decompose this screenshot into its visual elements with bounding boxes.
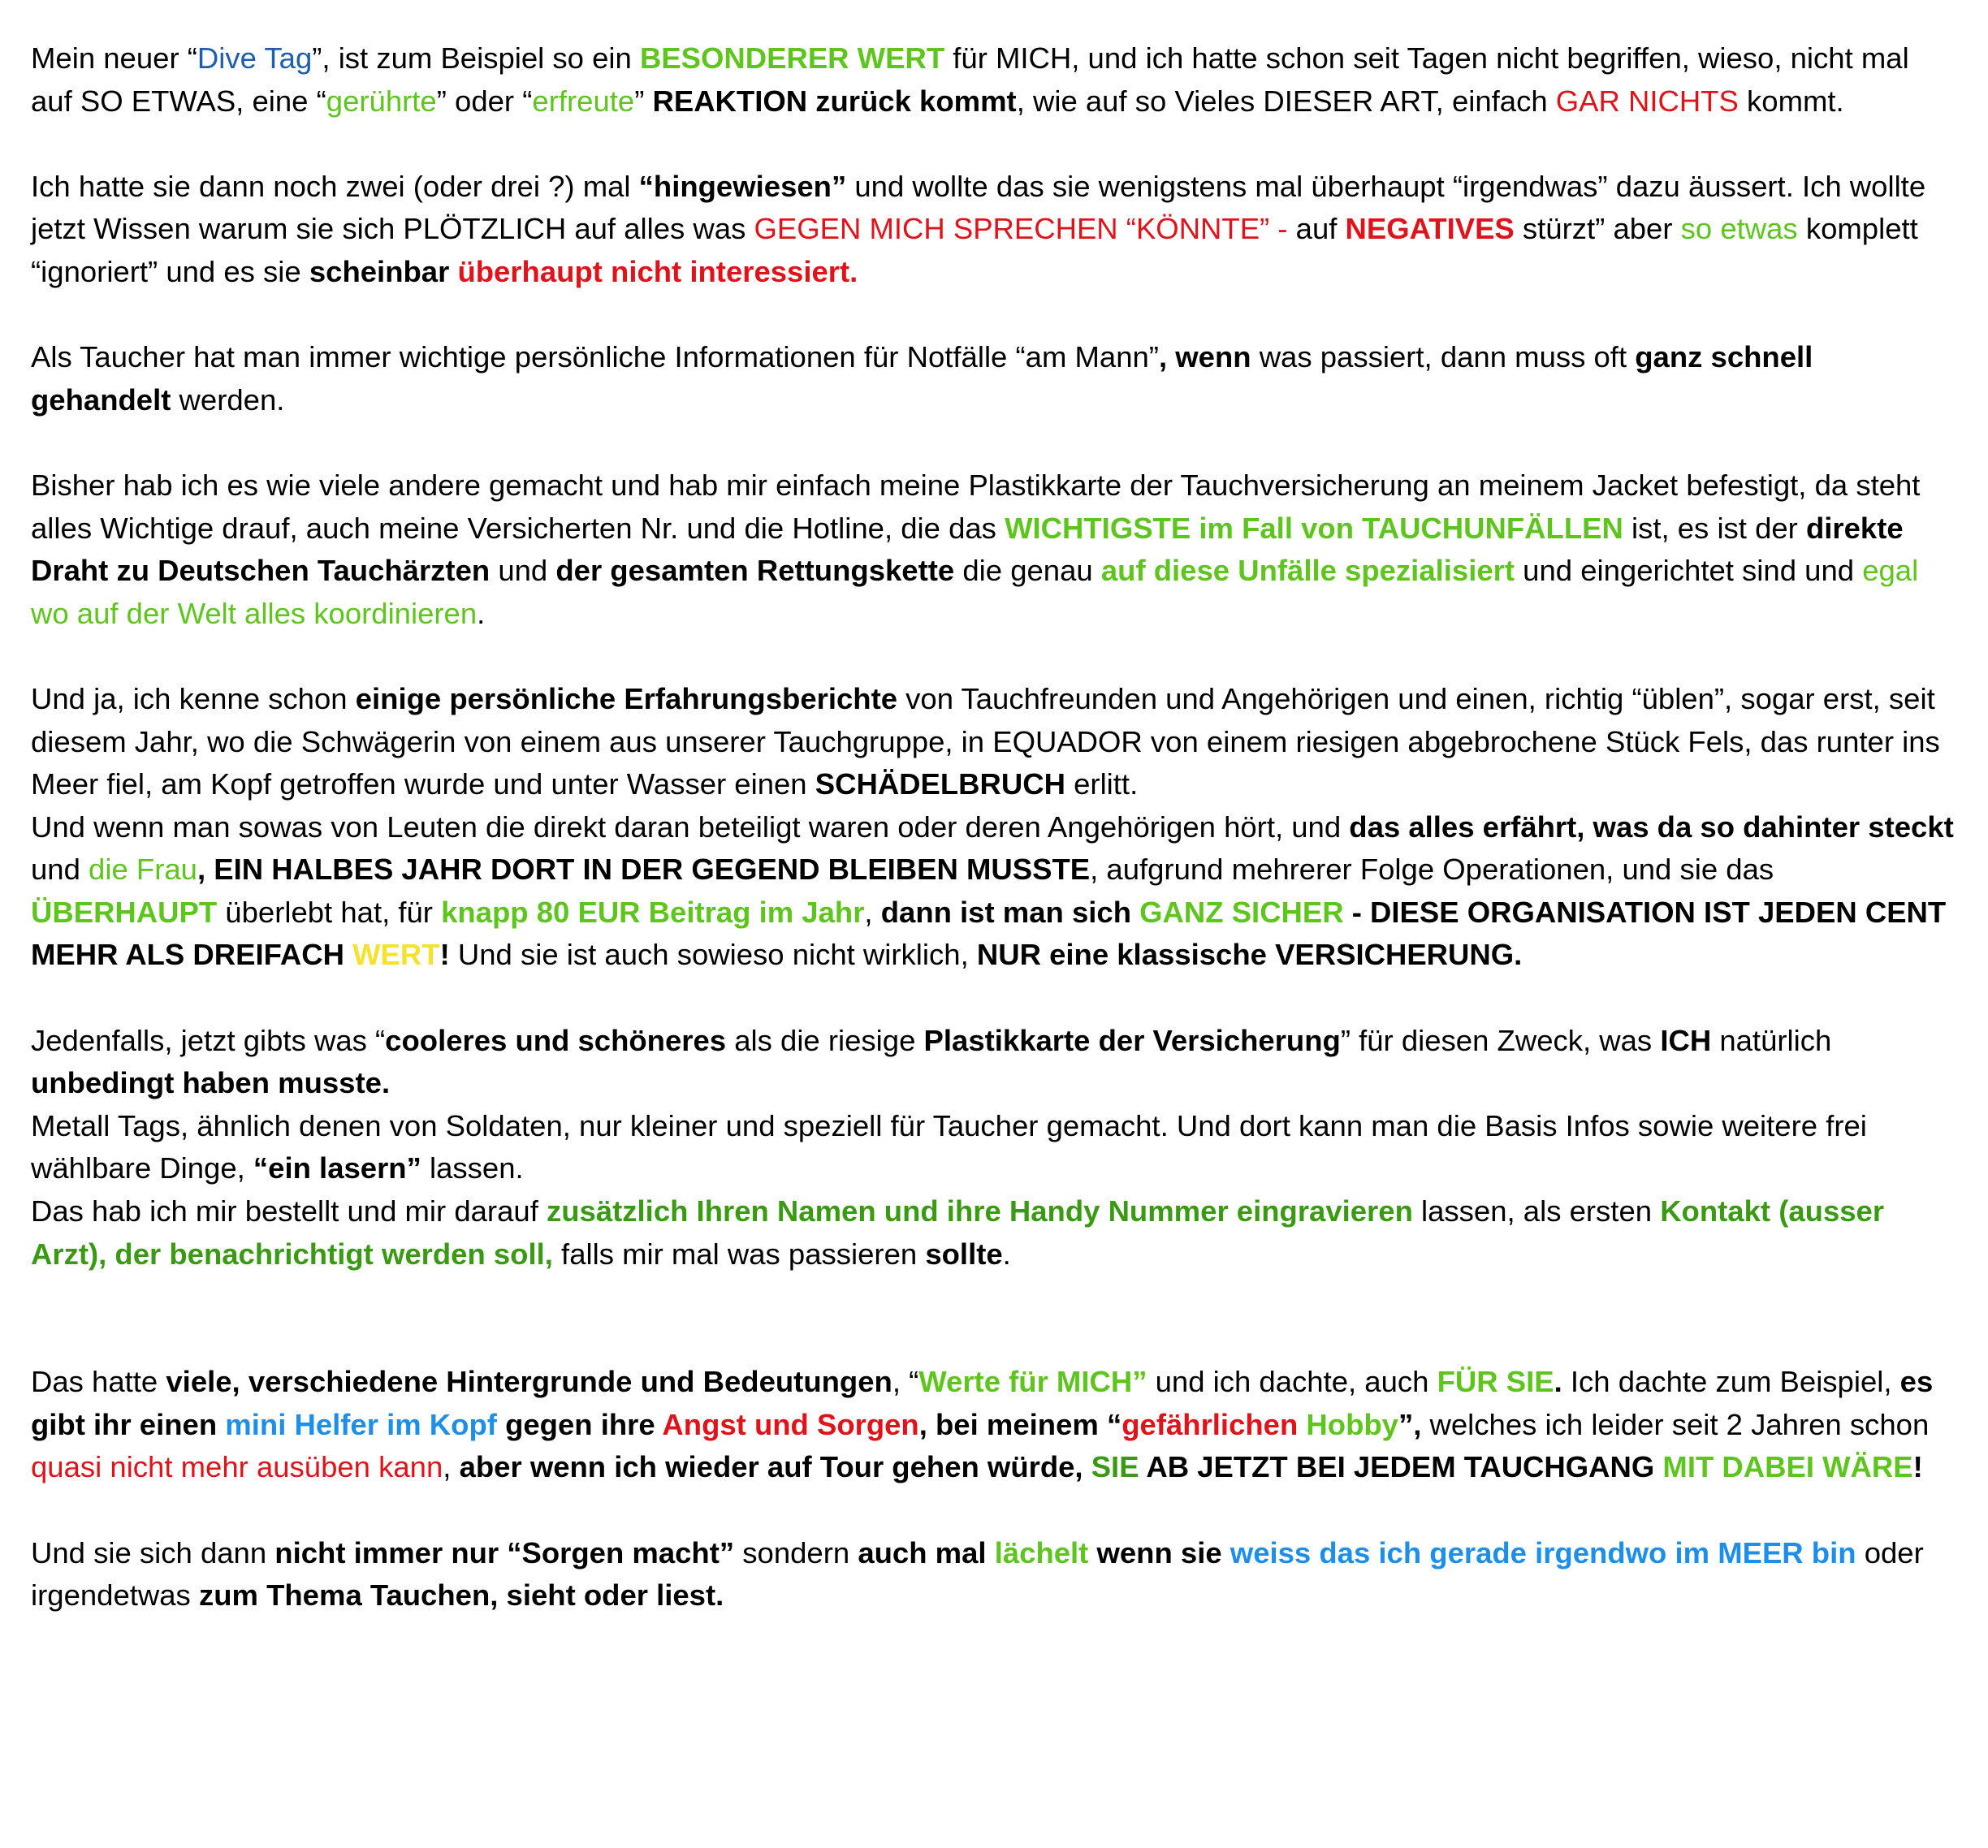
text-run: Hobby: [1306, 1407, 1398, 1441]
text-run: lassen.: [421, 1151, 524, 1185]
text-run: , wenn: [1158, 340, 1251, 374]
text-run: GEGEN MICH SPRECHEN “KÖNNTE” -: [754, 212, 1288, 246]
text-run: Und sie sich dann: [31, 1535, 275, 1570]
text-run: die genau: [954, 554, 1101, 588]
text-run: gefährlichen: [1121, 1407, 1299, 1441]
text-run: auch mal: [858, 1535, 995, 1570]
paragraph: [31, 678, 1957, 806]
paragraph: [31, 1190, 1957, 1276]
text-run: erlitt.: [1065, 767, 1139, 801]
text-run: GANZ SICHER: [1139, 895, 1344, 929]
text-run: , “: [892, 1365, 919, 1399]
text-run: ”,: [1398, 1407, 1422, 1441]
text-run: dann ist man sich: [880, 895, 1140, 929]
paragraph: [31, 1105, 1957, 1190]
text-run: NUR eine klassische VERSICHERUNG.: [976, 938, 1523, 972]
text-run: - DIESE ORGANISATION IST JEDEN CENT MEHR ALS DREIFACH: [31, 895, 1947, 972]
text-run: Bisher hab ich es wie viele andere gemacht und hab mir einfach meine Plastikkarte der Tauchversicherung an meinem Jacket befestigt, da steht alles Wichtige drauf, auch meine Versicherten Nr. und die Hotline, die das: [31, 468, 1921, 545]
text-run: .: [477, 596, 486, 630]
text-run: , aufgrund mehrerer Folge Operationen, und sie das: [1090, 853, 1774, 887]
text-run: ”, ist zum Beispiel so ein: [312, 41, 640, 75]
text-run: cooleres und schöneres: [385, 1023, 727, 1057]
text-run: Das hab ich mir bestellt und mir darauf: [31, 1194, 547, 1228]
text-run: quasi nicht mehr ausüben kann: [31, 1450, 443, 1484]
text-run: was passiert, dann muss oft: [1251, 340, 1636, 374]
text-run: und ich dachte, auch: [1147, 1365, 1437, 1399]
text-run: es gibt ihr einen: [31, 1365, 1934, 1441]
text-run: komplett “ignoriert” und es sie: [31, 212, 1918, 288]
text-run: gerührte: [326, 84, 437, 118]
text-run: .: [1002, 1237, 1011, 1271]
text-run: !: [439, 938, 450, 972]
text-run: egal wo auf der Welt alles koordinieren: [31, 554, 1919, 630]
text-run: von Tauchfreunden und Angehörigen und einen, richtig “üblen”, sogar erst, seit diesem Jahr, wo die Schwägerin von einem aus unserer Tauchgruppe, in EQUADOR von einem riesigen abgebrochene Stück Fels, das runter ins Meer fiel, am Kopf getroffen wurde und unter Wasser einen: [31, 681, 1940, 801]
text-run: Das hatte: [31, 1365, 166, 1399]
text-run: werden.: [171, 382, 285, 417]
text-run: auf diese Unfälle spezialisiert: [1100, 554, 1515, 588]
text-run: “hingewiesen”: [638, 169, 847, 203]
text-run: Jedenfalls, jetzt gibts was “: [31, 1023, 386, 1057]
text-run: aber wenn ich wieder auf Tour gehen würde,: [459, 1450, 1091, 1484]
text-run: [449, 255, 457, 288]
text-run: die Frau: [89, 853, 197, 887]
text-run: als die riesige: [726, 1023, 924, 1057]
text-run: AB JETZT BEI JEDEM TAUCHGANG: [1139, 1450, 1663, 1484]
text-run: ganz schnell gehandelt: [31, 340, 1813, 417]
text-run: NEGATIVES: [1345, 212, 1515, 246]
text-run: sollte: [925, 1237, 1003, 1271]
text-run: Und wenn man sowas von Leuten die direkt daran beteiligt waren oder deren Angehörigen hört, und: [31, 810, 1350, 844]
text-run: und eingerichtet sind und: [1515, 554, 1863, 588]
text-run: Und sie ist auch sowieso nicht wirklich,: [449, 938, 977, 972]
text-run: Metall Tags, ähnlich denen von Soldaten, nur kleiner und speziell für Taucher gemacht. Und dort kann man die Basis Infos sowie weitere frei wählbare Dinge,: [31, 1108, 1867, 1185]
text-run: Ich dachte zum Beispiel,: [1562, 1365, 1900, 1399]
text-run: überhaupt nicht interessiert.: [457, 254, 858, 288]
text-run: ,: [864, 895, 881, 929]
paragraph: [31, 806, 1957, 977]
text-run: sondern: [734, 1535, 858, 1570]
text-run: überlebt hat, für: [217, 895, 442, 929]
text-run: REAKTION zurück kommt: [652, 84, 1017, 118]
text-run: so etwas: [1680, 212, 1798, 246]
text-run: oder irgendetwas: [31, 1535, 1924, 1613]
text-run: erfreute: [532, 84, 635, 118]
text-run: falls mir mal was passieren: [552, 1237, 926, 1271]
text-run: knapp 80 EUR Beitrag im Jahr: [441, 895, 865, 929]
text-run: scheinbar: [309, 254, 450, 288]
text-run: ÜBERHAUPT: [31, 895, 218, 929]
text-run: stürzt” aber: [1514, 212, 1681, 246]
text-run: und: [31, 853, 89, 887]
text-run: GAR NICHTS: [1555, 84, 1739, 118]
text-run: WICHTIGSTE im Fall von TAUCHUNFÄLLEN: [1005, 511, 1623, 545]
text-run: ” für diesen Zweck, was: [1340, 1023, 1661, 1057]
paragraph: [31, 1020, 1957, 1105]
text-run: ”: [634, 84, 653, 118]
text-run: ” oder “: [436, 84, 533, 118]
text-run: gegen ihre: [496, 1407, 663, 1441]
text-run: weiss das ich gerade irgendwo im MEER bin: [1230, 1535, 1856, 1570]
text-run: Ich hatte sie dann noch zwei (oder drei ?) mal: [31, 169, 639, 203]
text-run: nicht immer nur “Sorgen macht”: [274, 1535, 735, 1570]
text-run: MIT DABEI WÄRE: [1662, 1450, 1913, 1484]
text-run: welches ich leider seit 2 Jahren schon: [1421, 1407, 1930, 1441]
text-run: der gesamten Rettungskette: [555, 554, 955, 588]
text-run: FÜR SIE: [1437, 1365, 1554, 1399]
text-run: zusätzlich Ihren Namen und ihre Handy Nummer eingravieren: [546, 1194, 1413, 1228]
text-run: lächelt: [994, 1535, 1089, 1570]
text-run: direkte Draht zu Deutschen Tauchärzten: [31, 511, 1904, 588]
text-run: WERT: [352, 938, 440, 972]
text-run: mini Helfer im Kopf: [225, 1407, 497, 1441]
text-run: Kontakt (ausser Arzt), der benachrichtigt werden soll,: [31, 1194, 1885, 1271]
text-run: Mein neuer “: [31, 41, 197, 75]
paragraph: [31, 37, 1957, 123]
text-run: , bei meinem “: [918, 1407, 1122, 1441]
text-run: BESONDERER WERT: [639, 41, 945, 75]
text-run: wenn sie: [1088, 1535, 1230, 1570]
text-run: Werte für MICH”: [918, 1365, 1147, 1399]
text-run: Als Taucher hat man immer wichtige persönliche Informationen für Notfälle “am Mann”: [31, 340, 1159, 374]
text-run: und: [490, 554, 556, 588]
text-run: !: [1912, 1450, 1923, 1484]
text-run: ,: [443, 1450, 460, 1484]
text-run: [1298, 1408, 1306, 1441]
paragraph: [31, 464, 1957, 635]
text-run: .: [1554, 1365, 1562, 1399]
text-run: zum Thema Tauchen, sieht oder liest.: [198, 1578, 724, 1613]
paragraph: [31, 1532, 1957, 1617]
paragraph: [31, 1361, 1957, 1489]
text-run: kommt.: [1738, 84, 1844, 118]
text-run: SCHÄDELBRUCH: [815, 767, 1065, 801]
paragraph: [31, 166, 1957, 294]
text-run: das alles erfährt, was da so dahinter steckt: [1349, 810, 1954, 844]
text-run: unbedingt haben musste.: [31, 1066, 391, 1100]
text-run: einige persönliche Erfahrungsberichte: [355, 681, 898, 715]
text-run: Plastikkarte der Versicherung: [923, 1023, 1341, 1057]
text-run: SIE: [1091, 1450, 1139, 1484]
paragraph: [31, 336, 1957, 421]
document-body: [31, 37, 1957, 1617]
text-run: für MICH, und ich hatte schon seit Tagen nicht begriffen, wieso, nicht mal auf SO ETWAS, eine “: [31, 41, 1909, 118]
text-run: , wie auf so Vieles DIESER ART, einfach: [1016, 84, 1556, 118]
text-run: natürlich: [1711, 1023, 1832, 1057]
text-run: Angst und Sorgen: [662, 1407, 919, 1441]
text-run: , EIN HALBES JAHR DORT IN DER GEGEND BLEIBEN MUSSTE: [197, 853, 1091, 887]
text-run: Dive Tag: [197, 41, 313, 75]
text-run: und wollte das sie wenigstens mal überhaupt “irgendwas” dazu äussert. Ich wollte jetzt Wissen warum sie sich PLÖTZLICH auf alles was: [31, 169, 1926, 246]
text-run: ICH: [1660, 1023, 1712, 1057]
text-run: viele, verschiedene Hintergrunde und Bedeutungen: [166, 1365, 892, 1399]
text-run: ist, es ist der: [1623, 511, 1806, 545]
text-run: Und ja, ich kenne schon: [31, 681, 356, 715]
text-run: lassen, als ersten: [1412, 1194, 1661, 1228]
text-run: “ein lasern”: [253, 1151, 421, 1185]
text-run: auf: [1287, 212, 1346, 246]
